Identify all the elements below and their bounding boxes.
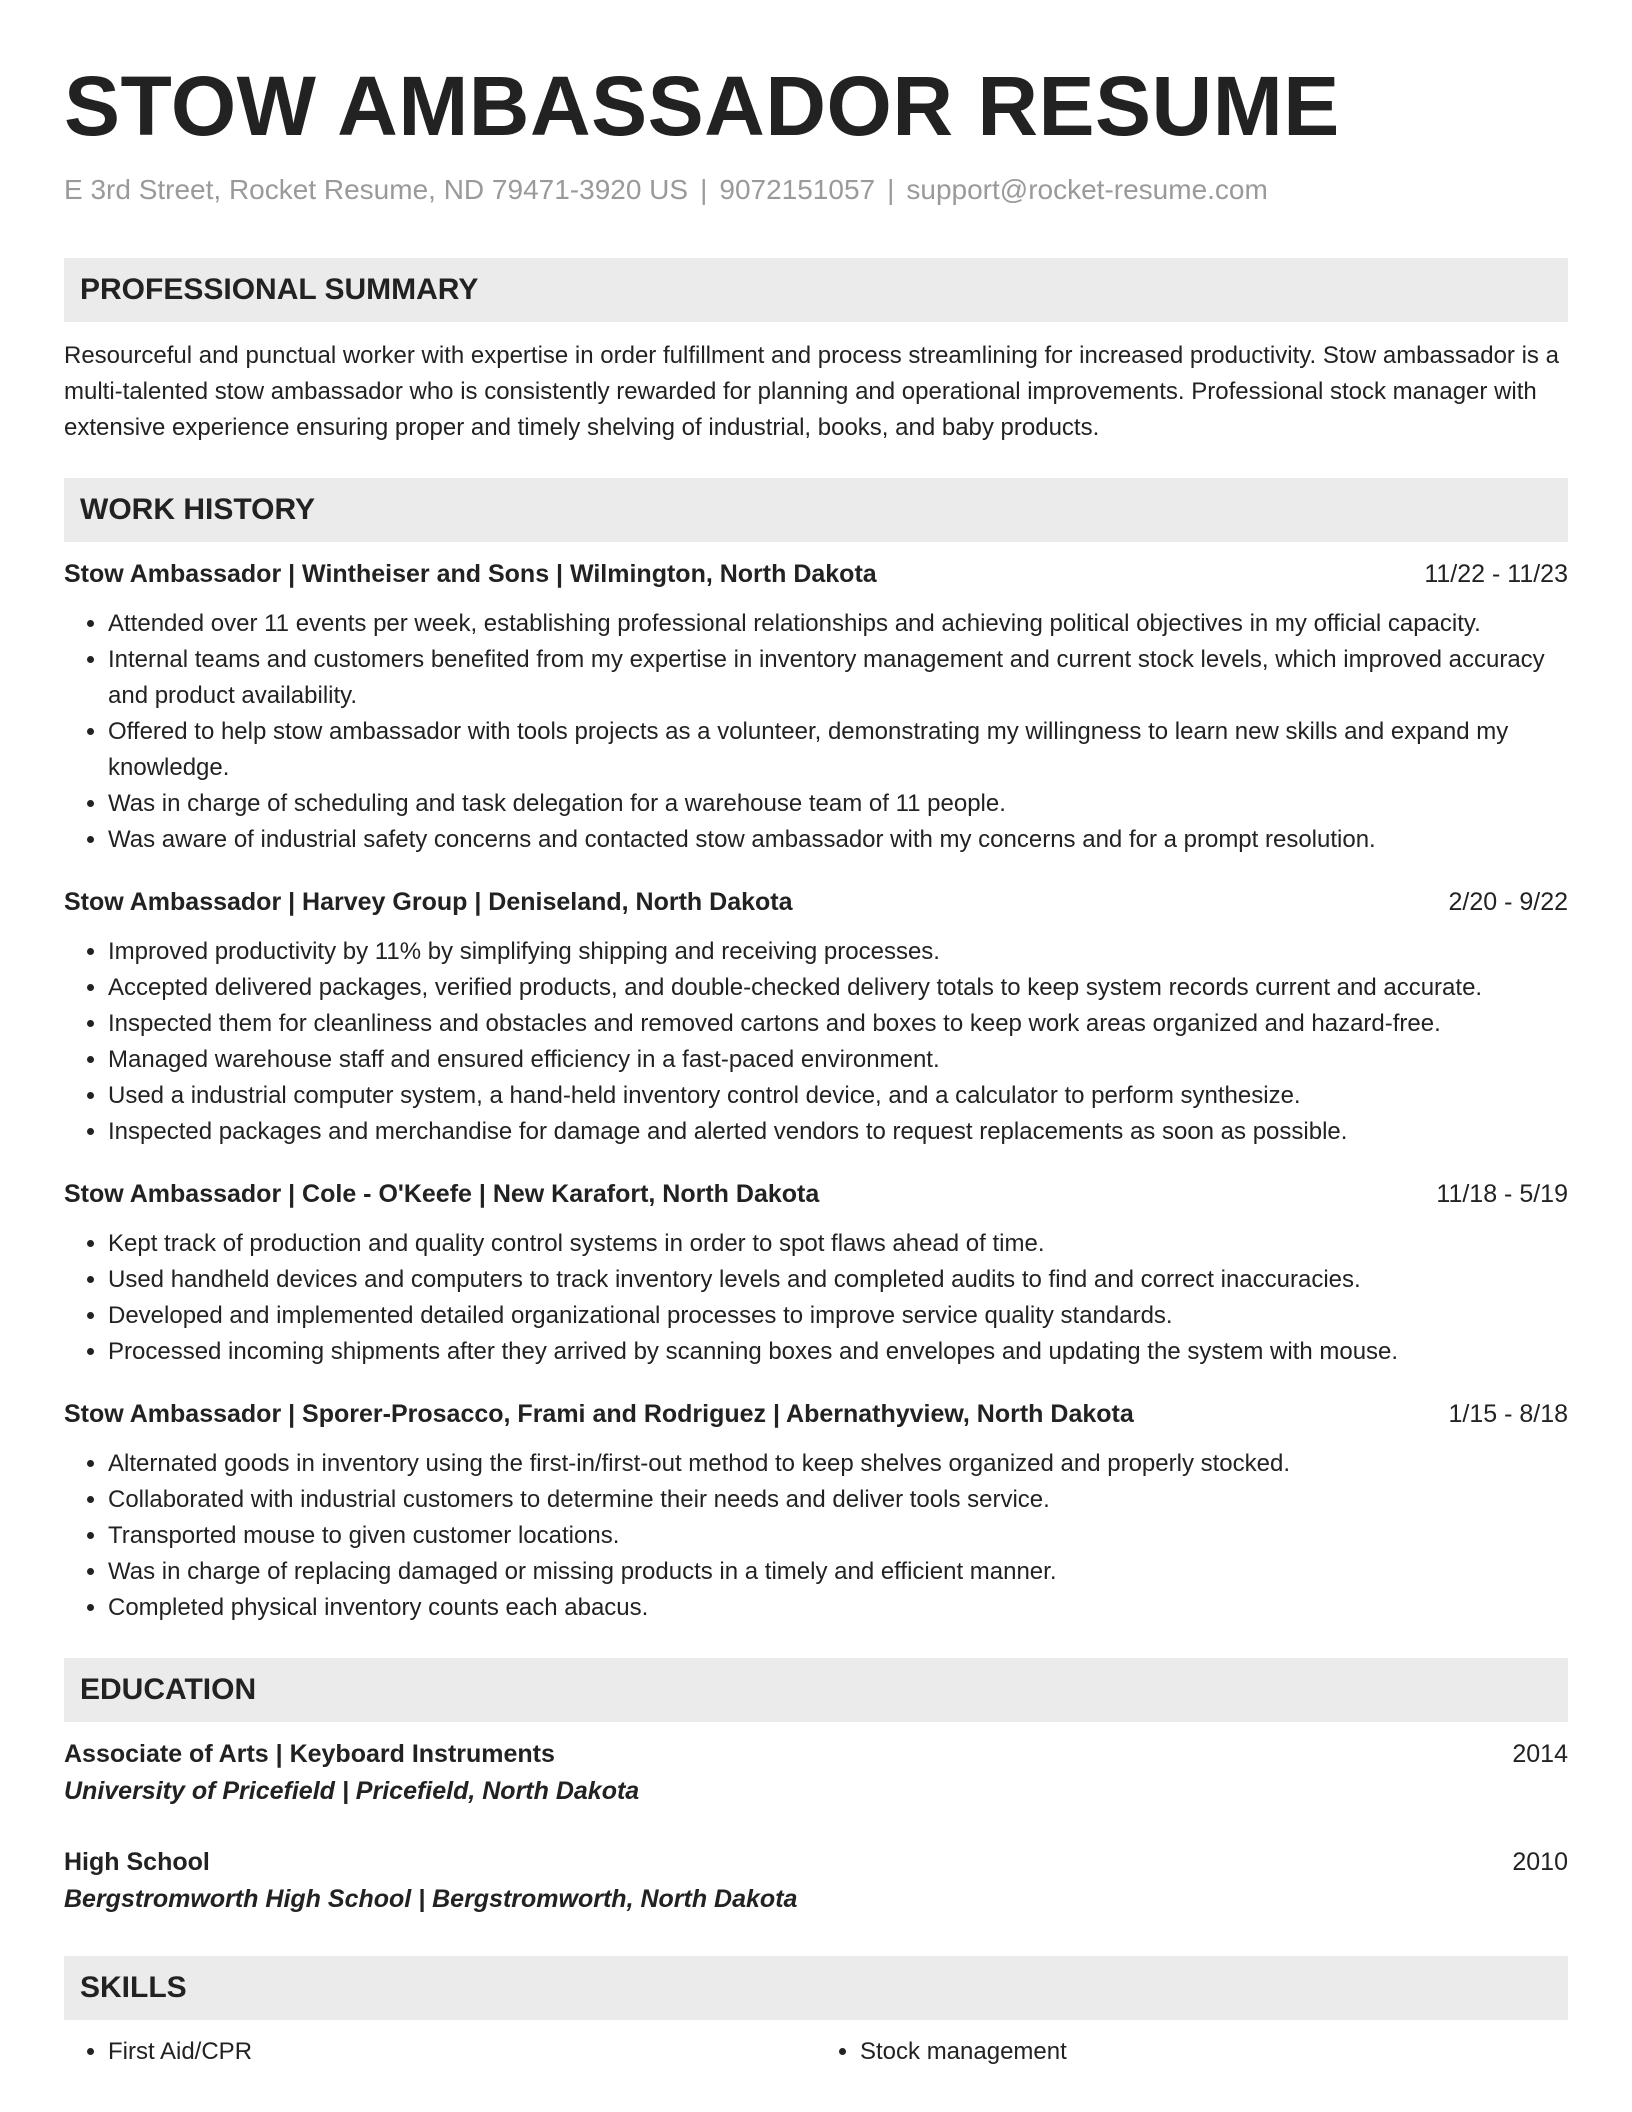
- education-list: [64, 1736, 1568, 1918]
- education-entry-header: [64, 1844, 1568, 1880]
- job-dates: 11/22 - 11/23: [1424, 560, 1568, 588]
- education-degree: High School: [64, 1848, 210, 1876]
- job-bullet: • Accepted delivered packages, verified products, and double-checked delivery totals to keep system records current and accurate.: [108, 970, 1568, 1006]
- contact-email: support@rocket-resume.com: [906, 174, 1268, 205]
- job-bullet: • Alternated goods in inventory using the first-in/first-out method to keep shelves organized and properly stocked.: [108, 1446, 1568, 1482]
- education-entry: [64, 1844, 1568, 1918]
- section-heading-work-history: WORK HISTORY: [64, 478, 1568, 542]
- job-dates: 1/15 - 8/18: [1448, 1400, 1568, 1428]
- job-bullet: • Inspected them for cleanliness and obstacles and removed cartons and boxes to keep work areas organized and hazard-free.: [108, 1006, 1568, 1042]
- section-heading-summary: PROFESSIONAL SUMMARY: [64, 258, 1568, 322]
- job-title: Stow Ambassador | Sporer-Prosacco, Frami and Rodriguez | Abernathyview, North Dakota: [64, 1400, 1134, 1428]
- job-bullet-list: [64, 1226, 1568, 1370]
- contact-line: [64, 172, 1568, 208]
- job-bullet: • Collaborated with industrial customers to determine their needs and deliver tools service.: [108, 1482, 1568, 1518]
- job-dates: 11/18 - 5/19: [1436, 1180, 1568, 1208]
- skill-item: • Stock management: [860, 2034, 1568, 2070]
- work-entry: [64, 556, 1568, 858]
- job-bullet-list: [64, 934, 1568, 1150]
- resume-title: STOW AMBASSADOR RESUME: [64, 59, 1340, 153]
- skills-column-left: [64, 2034, 816, 2070]
- job-bullet-list: [64, 606, 1568, 858]
- job-bullet: • Inspected packages and merchandise for damage and alerted vendors to request replacements as soon as possible.: [108, 1114, 1568, 1150]
- job-bullet: • Kept track of production and quality control systems in order to spot flaws ahead of time.: [108, 1226, 1568, 1262]
- job-bullet: • Improved productivity by 11% by simplifying shipping and receiving processes.: [108, 934, 1568, 970]
- job-bullet: • Was in charge of replacing damaged or missing products in a timely and efficient manner.: [108, 1554, 1568, 1590]
- education-school: Bergstromworth High School | Bergstromworth, North Dakota: [64, 1885, 798, 1913]
- work-entry: [64, 1176, 1568, 1370]
- work-entry: [64, 1396, 1568, 1626]
- work-entry-header: [64, 884, 1568, 920]
- job-bullet: • Internal teams and customers benefited from my expertise in inventory management and current stock levels, which improved accuracy and product availability.: [108, 642, 1568, 714]
- job-bullet-list: [64, 1446, 1568, 1626]
- job-dates: 2/20 - 9/22: [1448, 888, 1568, 916]
- skills-list: [64, 2034, 1568, 2070]
- job-bullet: • Processed incoming shipments after they arrived by scanning boxes and envelopes and updating the system with mouse.: [108, 1334, 1568, 1370]
- work-entry-header: [64, 1396, 1568, 1432]
- education-school: University of Pricefield | Pricefield, North Dakota: [64, 1777, 640, 1805]
- education-year: 2014: [1512, 1740, 1568, 1768]
- skills-column-right: [816, 2034, 1568, 2070]
- work-entry-header: [64, 556, 1568, 592]
- job-bullet: • Was aware of industrial safety concerns and contacted stow ambassador with my concerns and for a prompt resolution.: [108, 822, 1568, 858]
- job-bullet: • Transported mouse to given customer locations.: [108, 1518, 1568, 1554]
- job-bullet: • Completed physical inventory counts each abacus.: [108, 1590, 1568, 1626]
- contact-address: E 3rd Street, Rocket Resume, ND 79471-3920 US: [64, 174, 689, 205]
- skill-item: • First Aid/CPR: [108, 2034, 816, 2070]
- section-heading-education: EDUCATION: [64, 1658, 1568, 1722]
- work-history-list: [64, 556, 1568, 1626]
- work-entry: [64, 884, 1568, 1150]
- job-title: Stow Ambassador | Wintheiser and Sons | Wilmington, North Dakota: [64, 560, 877, 588]
- education-entry-header: [64, 1736, 1568, 1772]
- education-degree: Associate of Arts | Keyboard Instruments: [64, 1740, 555, 1768]
- education-year: 2010: [1512, 1848, 1568, 1876]
- job-title: Stow Ambassador | Harvey Group | Deniseland, North Dakota: [64, 888, 793, 916]
- job-bullet: • Offered to help stow ambassador with tools projects as a volunteer, demonstrating my willingness to learn new skills and expand my knowledge.: [108, 714, 1568, 786]
- education-entry: [64, 1736, 1568, 1810]
- job-bullet: • Was in charge of scheduling and task delegation for a warehouse team of 11 people.: [108, 786, 1568, 822]
- summary-paragraph: Resourceful and punctual worker with expertise in order fulfillment and process streamlining for increased productivity. Stow ambassador is a multi-talented stow ambassador who is consistently rewarded for planning and operational improvements. Professional stock manager with extensive experience ensuring proper and timely shelving of industrial, books, and baby products.: [64, 342, 1559, 441]
- contact-separator: |: [887, 174, 895, 205]
- job-bullet: • Developed and implemented detailed organizational processes to improve service quality standards.: [108, 1298, 1568, 1334]
- work-entry-header: [64, 1176, 1568, 1212]
- job-bullet: • Attended over 11 events per week, establishing professional relationships and achieving political objectives in my official capacity.: [108, 606, 1568, 642]
- job-bullet: • Managed warehouse staff and ensured efficiency in a fast-paced environment.: [108, 1042, 1568, 1078]
- job-bullet: • Used handheld devices and computers to track inventory levels and completed audits to find and correct inaccuracies.: [108, 1262, 1568, 1298]
- section-heading-skills: SKILLS: [64, 1956, 1568, 2020]
- job-bullet: • Used a industrial computer system, a hand-held inventory control device, and a calculator to perform synthesize.: [108, 1078, 1568, 1114]
- contact-separator: |: [700, 174, 708, 205]
- job-title: Stow Ambassador | Cole - O'Keefe | New Karafort, North Dakota: [64, 1180, 820, 1208]
- contact-phone: 9072151057: [719, 174, 876, 205]
